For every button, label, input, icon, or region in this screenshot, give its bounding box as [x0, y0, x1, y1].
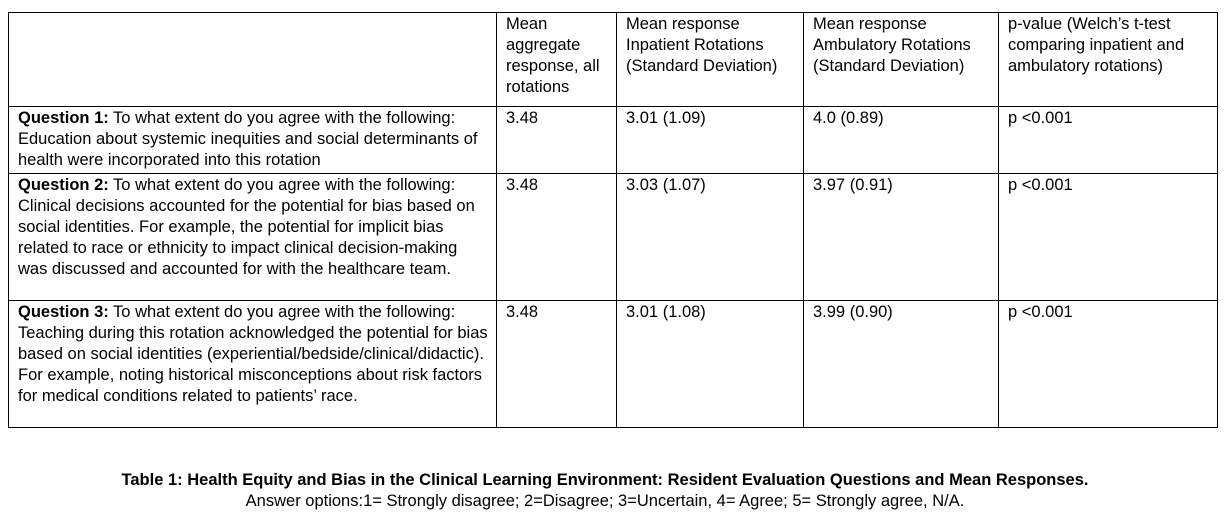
inpatient-cell: 3.01 (1.08): [617, 301, 804, 428]
table-row: [9, 301, 1218, 428]
caption-title: Table 1: Health Equity and Bias in the Clinical Learning Environment: Resident Evaluation Questions and Mean Responses.: [121, 471, 1089, 489]
aggregate-cell: 3.48: [497, 174, 617, 301]
header-cell-question: [9, 13, 497, 107]
header-cell-aggregate: Mean aggregate response, all rotations: [497, 13, 617, 107]
inpatient-cell: 3.03 (1.07): [617, 174, 804, 301]
caption-answer-options: Answer options:1= Strongly disagree; 2=Disagree; 3=Uncertain, 4= Agree; 5= Strongly agree, N/A.: [245, 492, 965, 510]
ambulatory-cell: 3.99 (0.90): [804, 301, 999, 428]
question-cell: [9, 107, 497, 174]
question-text: To what extent do you agree with the following: Teaching during this rotation acknowledged the potential for bias based on social identities (experiential/bedside/clinical/didactic). For example, noting historical misconceptions about risk factors for medical conditions related to patients’ race.: [18, 303, 488, 405]
question-label: Question 1:: [18, 109, 109, 127]
table-row: [9, 174, 1218, 301]
header-cell-ambulatory: Mean response Ambulatory Rotations (Standard Deviation): [804, 13, 999, 107]
table-caption: [0, 470, 1210, 512]
header-cell-p-value: p-value (Welch’s t-test comparing inpatient and ambulatory rotations): [999, 13, 1218, 107]
question-text: To what extent do you agree with the following: Clinical decisions accounted for the potential for bias based on social identities. For example, the potential for implicit bias related to race or ethnicity to impact clinical decision-making was discussed and accounted for with the healthcare team.: [18, 176, 475, 278]
ambulatory-cell: 3.97 (0.91): [804, 174, 999, 301]
aggregate-cell: 3.48: [497, 301, 617, 428]
question-label: Question 2:: [18, 176, 109, 194]
p-value-cell: p <0.001: [999, 174, 1218, 301]
p-value-cell: p <0.001: [999, 107, 1218, 174]
question-cell: [9, 301, 497, 428]
question-cell: [9, 174, 497, 301]
inpatient-cell: 3.01 (1.09): [617, 107, 804, 174]
question-label: Question 3:: [18, 303, 109, 321]
p-value-cell: p <0.001: [999, 301, 1218, 428]
aggregate-cell: 3.48: [497, 107, 617, 174]
question-text: To what extent do you agree with the following: Education about systemic inequities and social determinants of health were incorporated into this rotation: [18, 109, 478, 169]
table-row: [9, 107, 1218, 174]
table-header-row: [9, 13, 1218, 107]
header-cell-inpatient: Mean response Inpatient Rotations (Standard Deviation): [617, 13, 804, 107]
ambulatory-cell: 4.0 (0.89): [804, 107, 999, 174]
results-table: [8, 12, 1218, 428]
